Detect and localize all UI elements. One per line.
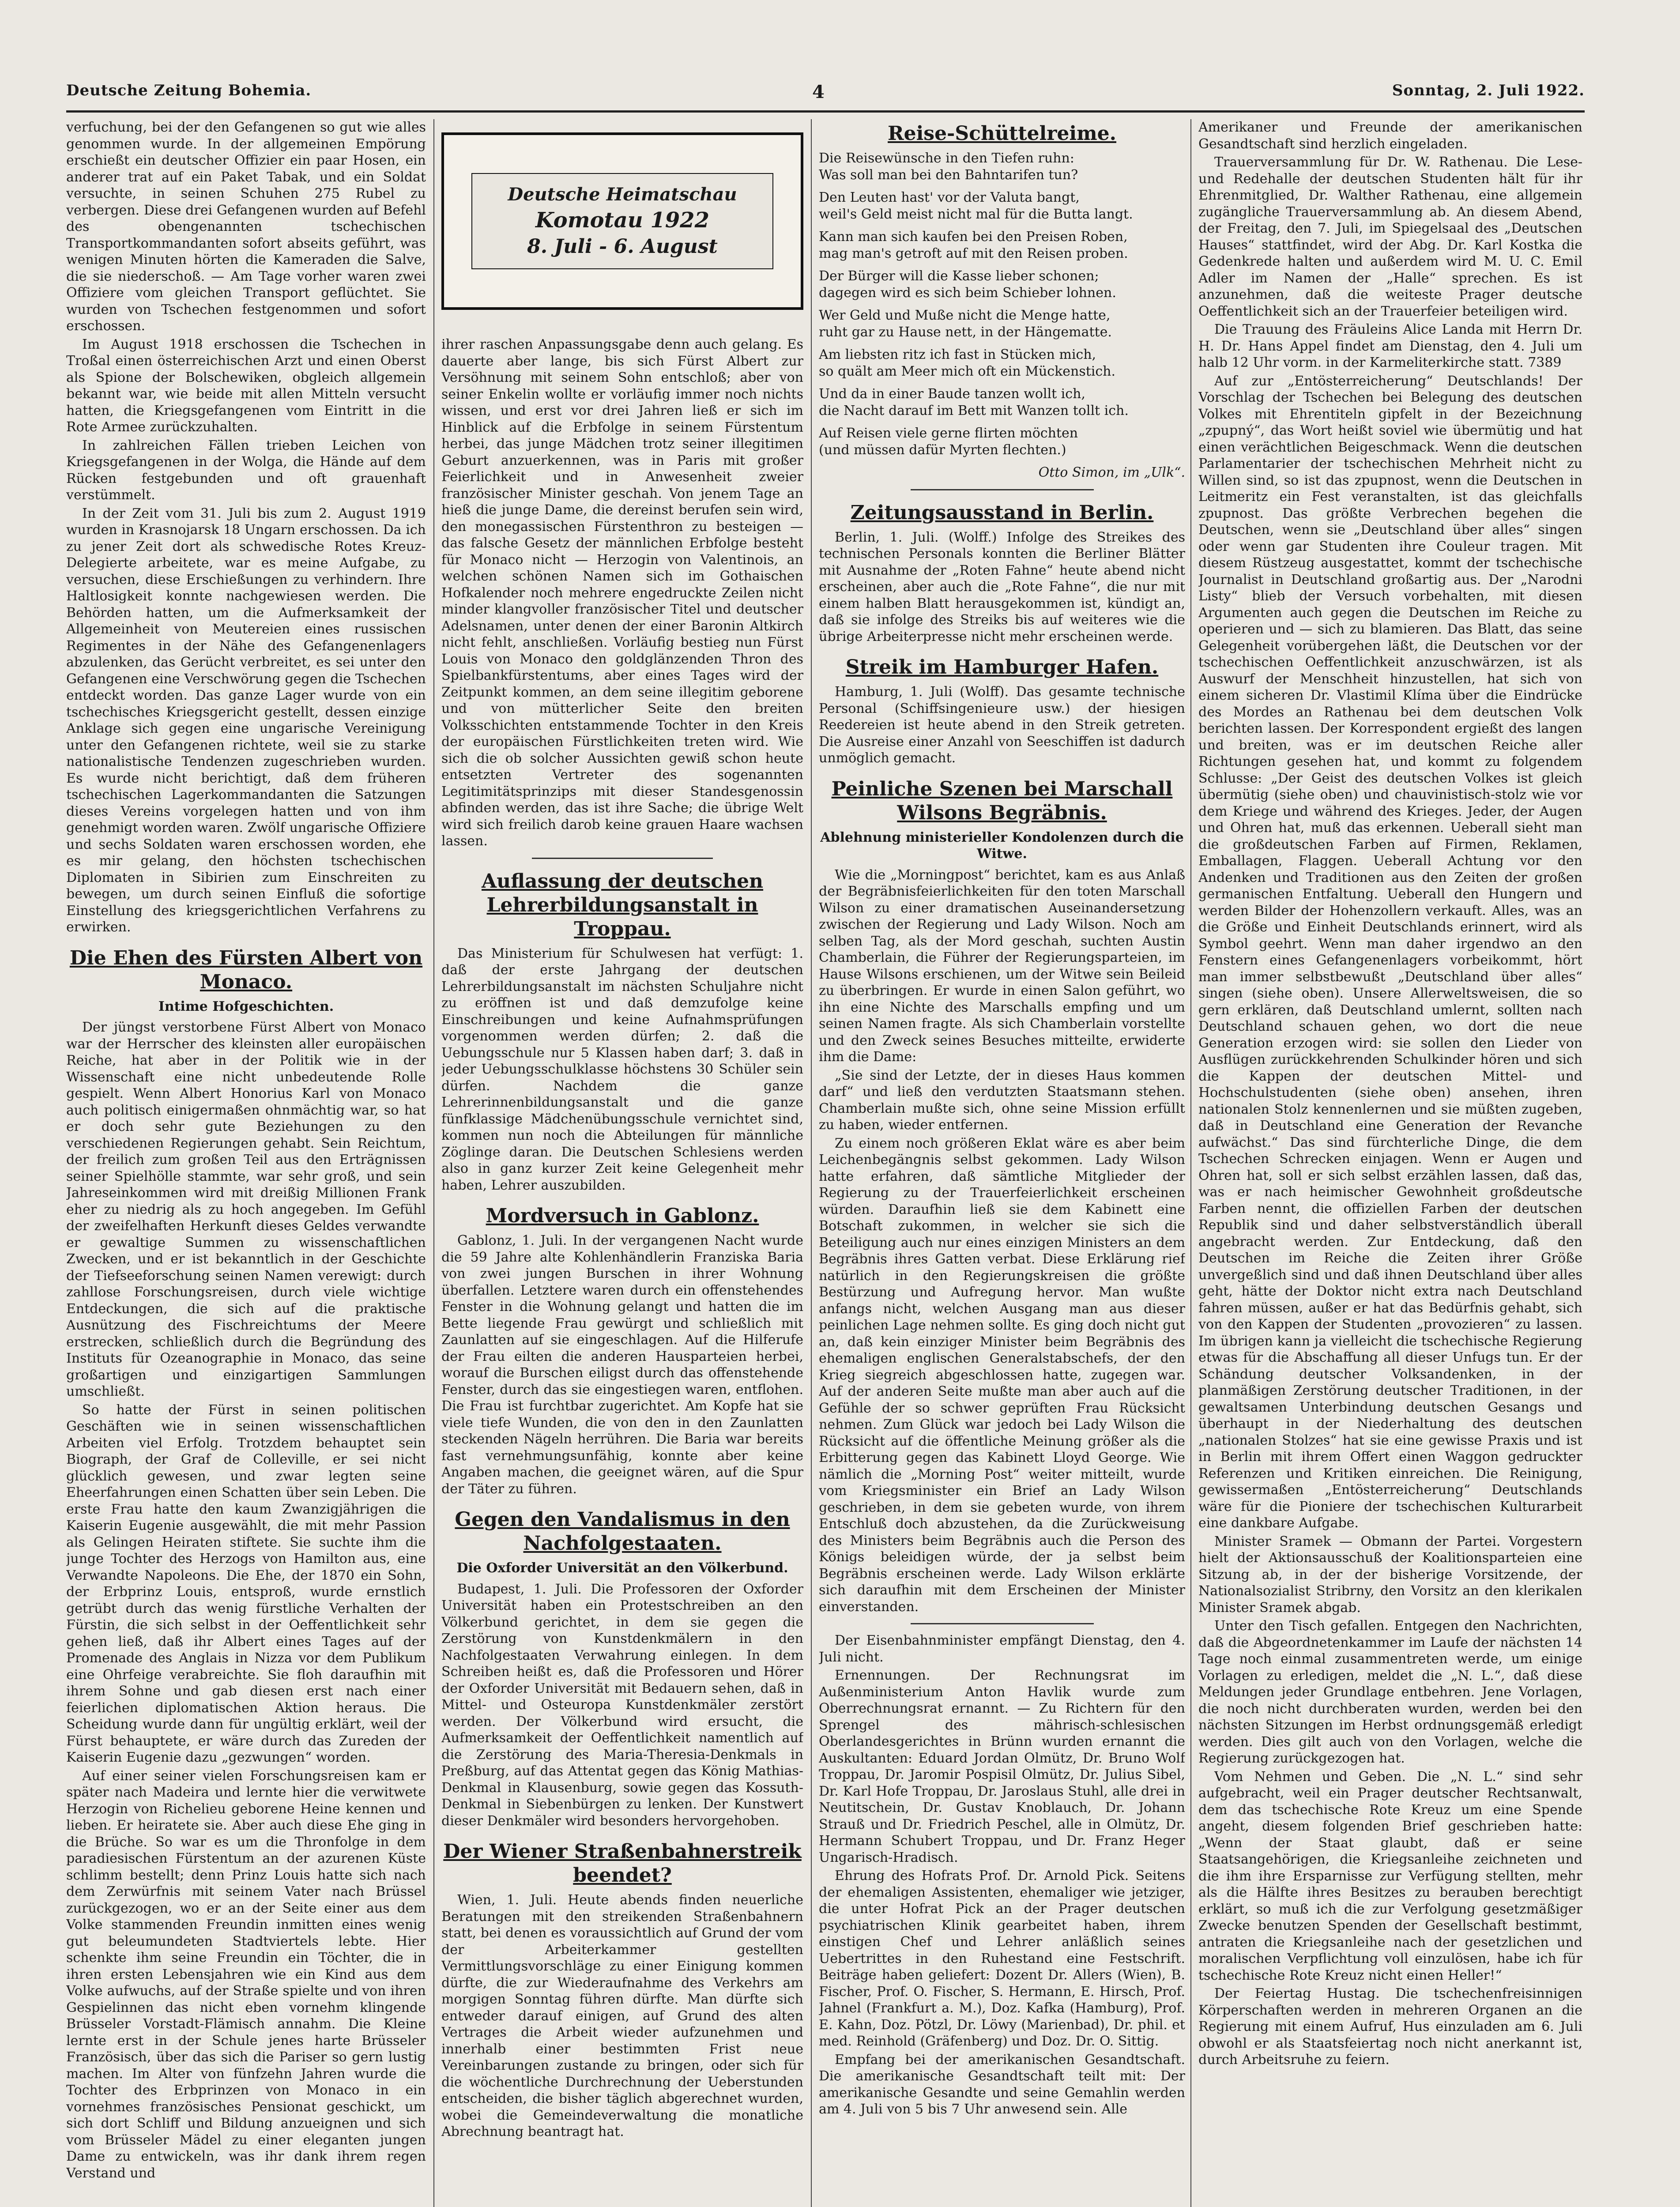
verse-stanza — [819, 150, 1185, 183]
article-paragraph: Zu einem noch größeren Eklat wäre es aber beim Leichenbegängnis selbst gekommen. Lady Wilson hatte erfahren, daß sämtliche Mitglieder der Regierung zu der Trauerfeierlichkeit erscheinen würden. Daraufhin ließ sie dem Kabinett eine Botschaft zukommen, in welcher sie sich die Beteiligung auch nur eines einzigen Ministers an dem Begräbnis ihres Gatten verbat. Diese Erklärung rief natürlich in den Regierungskreisen die größte Bestürzung und Aufregung hervor. Man wußte anfangs nicht, welchen Ausgang man aus dieser peinlichen Lage nehmen sollte. Es ging doch nicht gut an, daß kein einziger Minister beim Begräbnis des ehemaligen englischen Generalstabschefs, der den Krieg siegreich abgeschlossen hatte, zugegen war. Auf der anderen Seite mußte man aber auch auf die Gefühle der so schwer geprüften Frau Rücksicht nehmen. Zum Glück war jedoch bei Lady Wilson die Rücksicht auf die öffentliche Meinung größer als die Erbitterung gegen das Kabinett Lloyd George. Wie nämlich die „Morning Post“ weiter mitteilt, wurde vom Kriegsminister ein Brief an Lady Wilson geschrieben, in dem sie gebeten wurde, von ihrem Entschluß doch abzustehen, da die Zurückweisung des Ministers beim Begräbnis auch die Person des Königs beleidigen würde, der ja selbst beim Begräbnis erscheinen werde. Lady Wilson erklärte sich daraufhin mit dem Erscheinen der Minister einverstanden. — [819, 1135, 1185, 1615]
author-signature: Otto Simon, im „Ulk“. — [1038, 465, 1185, 480]
verse-line: Kann man sich kaufen bei den Preisen Roben, — [819, 229, 1128, 245]
article-subheadline: Ablehnung ministerieller Kondolenzen durch die Witwe. — [820, 829, 1184, 862]
column-divider — [433, 119, 434, 2207]
article-paragraph: Das Ministerium für Schulwesen hat verfügt: 1. daß der erste Jahrgang der deutschen Lehrerbildungsanstalt im nächsten Schuljahre nicht zu eröffnen ist und daß demzufolge keine Einschreibungen und keine Aufnahmsprüfungen vorgenommen werden dürfen; 2. daß die Uebungsschule nur 5 Klassen haben darf; 3. daß in jeder Uebungsschulklasse höchstens 30 Schüler sein dürfen. Nachdem die ganze Lehrerinnenbildungsanstalt und die ganze fünfklassige Mädchenübungsschule vernichtet sind, kommen nun noch die Abteilungen für männliche Zöglinge daran. Die Deutschen Schlesiens werden also in ganz kurzer Zeit keine Gelegenheit mehr haben, Lehrer auszubilden. — [441, 945, 803, 1193]
article-paragraph: Hamburg, 1. Juli (Wolff). Das gesamte technische Personal (Schiffsingenieure usw.) der hiesigen Reedereien ist heute abend in den Streik getreten. Die Ausreise einer Anzahl von Seeschiffen ist dadurch unmöglich gemacht. — [819, 684, 1185, 766]
news-item: Der Eisenbahnminister empfängt Dienstag, den 4. Juli nicht. — [819, 1633, 1185, 1665]
article-subheadline: Die Oxforder Universität an den Völkerbund. — [456, 1560, 788, 1576]
news-item: Amerikaner und Freunde der amerikanischen Gesandtschaft sind herzlich eingeladen. — [1198, 120, 1582, 152]
verse-stanza — [819, 425, 1185, 458]
news-item: Vom Nehmen und Geben. Die „N. L.“ sind sehr aufgebracht, weil ein Prager deutscher Rechtsanwalt, dem das tschechische Rote Kreuz um eine Spende angeht, diesem folgenden Brief geschrieben hatte: „Wenn der Staat glaubt, daß er seine Staatsangehörigen, die Kriegsanleihe zeichneten und die ihm ihre Ersparnisse zur Verfügung stellten, mehr als die Hälfte ihres Besitzes zu berauben berechtigt erklärt, so muß ich die zur Verfolgung gesetzmäßiger Zwecke benutzen Spenden der Gesellschaft bestimmt, antraten die Kriegsanleihe nach der gesetzlichen und moralischen Verpflichtung voll einzulösen, habe ich für tschechische Rote Kreuz nicht einen Heller!“ — [1198, 1769, 1582, 1983]
verse-line: Den Leuten hast' vor der Valuta bangt, — [819, 190, 1080, 205]
verse-line: weil's Geld meist nicht mal für die Butta langt. — [819, 206, 1133, 222]
news-item: Auf zur „Entösterreicherung“ Deutschlands! Der Vorschlag der Tschechen bei Belegung des deutschen Volkes mit Ehrentiteln gipfelt in der Bezeichnung „zpupný“, das Wort heißt soviel wie übermütig und hat einen verächtlichen Beigeschmack. Wenn die deutschen Parlamentarier der tschechischen Mehrheit nicht zu Willen sind, so ist das zpupnost, wenn die Deutschen in Leitmeritz ein Fest veranstalten, ist das gleichfalls zpupnost. Das größte Verbrechen begehen die Deutschen, wenn sie „Deutschland über alles“ singen oder wenn gar Studenten ihre Couleur tragen. Mit diesem Rüstzeug ausgestattet, kommt der tschechische Journalist in Deutschland großartig aus. Der „Narodni Listy“ blieb der Versuch vorbehalten, mit diesen Argumenten auch gegen die Deutschen im Reiche zu operieren und — sich zu blamieren. Das Blatt, das seine Gelegenheit vorübergehen läßt, die Deutschen vor der tschechischen Oeffentlichkeit anzuschwärzen, ist als Auswurf der Menschheit hinzustellen, hat sich von einem sicheren Dr. Vlastimil Klíma über die Eindrücke des Mordes an Rathenau bei dem deutschen Volk berichten lassen. Der Korrespondent ergießt des langen und breiten, was er im deutschen Reiche aller Richtungen gesehen hat, und kommt zu folgendem Schlusse: „Der Geist des deutschen Volkes ist gleich übermütig (siehe oben) und chauvinistisch-stolz wie vor dem Kriege und während des Krieges. Jeder, der Augen und Ohren hat, muß das erkennen. Ueberall sieht man die großdeutschen Farben auf Firmen, Reklamen, Emballagen, Flaggen. Ueberall Achtung vor den Andenken und Traditionen aus den Zeiten der großen germanischen Entfaltung. Ueberall den Hungern und werden Bilder der Hohenzollern verkauft. Alles, was an die Größe und Einheit Deutschlands erinnert, wird als Symbol geehrt. Wenn man daher irgendwo an den Fenstern eines Gefangenenlagers vorbeikommt, hört man immer selbstbewußt „Deutschland über alles“ singen (siehe oben). Unsere Allerweltsweisen, die so gern erklären, daß Deutschland umlernt, sollten nach Deutschland schauen gehen, wo dort die neue Generation erzogen wird: sie sollen den Lieder von Ausflügen zurückkehrenden Schulkinder hören und sich die Kappen der deutschen Mittel- und Hochschulstudenten (siehe oben) ansehen, ihren nationalen Stolz kennenlernen und sie müßten zugeben, daß in Deutschland eine Generation der Revanche aufwächst.“ Das sind fürchterliche Dinge, die dem Tschechen Schrecken einjagen. Wenn er Augen und Ohren hat, soll er sich selbst erzählen lassen, daß das, was er nach heimischer Gewohnheit großdeutsche Farben nennt, die offiziellen Farben der deutschen Republik sind und daher selbstverständlich überall angebracht werden. Zur Entdeckung, daß den Deutschen im Reiche die Zeiten ihrer Größe unvergeßlich sind und daß ihnen Deutschland über alles geht, hätte der Doktor nicht extra nach Deutschland fahren müssen, außer er hat das Bedürfnis gehabt, sich von den Kappen der Studenten „provozieren“ zu lassen. Im übrigen kann ja vielleicht die tschechische Regierung etwas für die Abschaffung all dieser Unfugs tun. Er der Schändung deutscher Volksandenken, in der planmäßigen Zerstörung deutscher Traditionen, in der gewaltsamen Unterbindung deutschen Gesangs und überhaupt in der Niederhaltung des deutschen „nationalen Stolzes“ hat sie eine gewisse Praxis und ist in Berlin mit ihrem Offert einen Waggon gedruckter Referenzen und Kritiken einreichen. Die Reinigung, gewissermaßen „Entösterreicherung“ Deutschlands wäre für die Pioniere der tschechischen Kulturarbeit eine dankbare Aufgabe. — [1198, 373, 1582, 1531]
article-paragraph: Auf einer seiner vielen Forschungsreisen kam er später nach Madeira und lernte hier die verwitwete Herzogin von Richelieu geborene Heine kennen und lieben. Er heiratete sie. Aber auch diese Ehe ging in die Brüche. So war es um die Thronfolge in dem paradiesischen Fürstentum an der azurenen Küste schlimm bestellt; denn Prinz Louis hatte sich nach dem Zerwürfnis mit seinem Vater nach Brüssel zurückgezogen, wo er an der Seite einer aus dem Volke stammenden Freundin inmitten eines wenig gut beleumundeten Stadtviertels lebte. Hier schenkte ihm seine Freundin ein Töchter, die in ihren ersten Lebensjahren wie ein Kind aus dem Volke aufwuchs, auf der Straße spielte und von ihren Gespielinnen das nicht eben vornehm klingende Brüsseler Vorstadt-Flämisch annahm. Die Kleine lernte erst in der Schule jenes harte Brüsseler Französisch, über das sich die Pariser so gern lustig machen. Im Alter von fünfzehn Jahren wurde die Tochter des Erbprinzen von Monaco in ein vornehmes französisches Pensionat geschickt, um sich dort Schliff und Bildung anzueignen und sich vom Brüsseler Mädel zu einer eleganten jungen Dame zu entwickeln, was ihr dank ihrem regen Verstand und — [66, 1768, 426, 2181]
article-paragraph: ihrer raschen Anpassungsgabe denn auch gelang. Es dauerte aber lange, bis sich Fürst Albert zur Versöhnung mit seinem Sohn entschloß; aber von seiner Enkelin wollte er vorläufig immer noch nichts wissen, und erst vor drei Jahren ließ er sich im Hinblick auf die Erbfolge in seinem Fürstentum herbei, das junge Mädchen trotz seiner illegitimen Geburt anzuerkennen, was in Paris mit großer Feierlichkeit und in Anwesenheit zweier französischer Minister geschah. Von jenem Tage an hieß die junge Dame, die dereinst berufen sein wird, den monegassischen Fürstenthron zu besteigen — das falsche Gesetz der männlichen Erbfolge besteht für Monaco nicht — Herzogin von Valentinois, an welchen schönen Namen sich im Gothaischen Hofkalender noch mehrere engedruckte Zeilen nicht minder klangvoller französischer Titel und deutscher Adelsnamen, unter denen der einer Baronin Altkirch nicht fehlt, anschließen. Vorläufig bestieg nun Fürst Louis von Monaco den goldglänzenden Thron des Spielbankfürstentums, aber eines Tages wird der Zeitpunkt kommen, an dem seine illegitim geborene und von mütterlicher Seite den breiten Volksschichten entstammende Tochter in den Kreis der europäischen Fürstlichkeiten treten wird. Wie sich die ob solcher Aussichten gewiß schon heute entsetzten Vertreter des sogenannten Legitimitätsprinzips mit dieser Standesgenossin abfinden werden, das ist ihre Sache; die übrige Welt wird sich freilich darob keine grauen Haare wachsen lassen. — [441, 337, 803, 849]
news-item: Trauerversammlung für Dr. W. Rathenau. Die Lese- und Redehalle der deutschen Studenten hält für ihr Ehrenmitglied, Dr. Walther Rathenau, eine allgemein zugängliche Trauerversammlung ab. An diesem Abend, der Freitag, den 7. Juli, im Spiegelsaal des „Deutschen Hauses“ stattfindet, wird der Abg. Dr. Karl Kostka die Gedenkrede halten und außerdem wird M. U. C. Emil Adler im Namen der „Halle“ sprechen. Es ist anzunehmen, daß die weiteste Prager deutsche Oeffentlichkeit sich an der Trauerfeier beteiligen wird. — [1198, 154, 1582, 319]
article-paragraph: Im August 1918 erschossen die Tschechen in Troßal einen österreichischen Arzt und einen Oberst als Spione der Bolschewiken, obgleich allgemein bekannt war, wie beide mit allen Mitteln versucht hatten, die Kriegsgefangenen vom Eintritt in die Rote Armee zurückzuhalten. — [66, 336, 426, 435]
ad-title: Deutsche Heimatschau — [508, 184, 737, 205]
article-paragraph: Budapest, 1. Juli. Die Professoren der Oxforder Universität haben ein Protestschreiben an den Völkerbund gerichtet, in dem sie gegen die Zerstörung von Kunstdenkmälern in den Nachfolgestaaten Verwahrung einlegen. In dem Schreiben heißt es, daß die Professoren und Hörer der Oxforder Universität mit Bedauern sehen, daß in Mittel- und Osteuropa Kunstdenkmäler zerstört werden. Der Völkerbund wird ersucht, die Aufmerksamkeit der Oeffentlichkeit namentlich auf die Zerstörung des Maria-Theresia-Denkmals in Preßburg, auf das Attentat gegen das König Mathias-Denkmal in Klausenburg, sowie gegen das Kossuth-Denkmal in Siebenbürgen zu lenken. Der Kunstwert dieser Denkmäler wird besonders hervorgehoben. — [441, 1581, 803, 1829]
verse-line: Am liebsten ritz ich fast in Stücken mich, — [819, 347, 1096, 362]
article-paragraph: Der jüngst verstorbene Fürst Albert von Monaco war der Herrscher des kleinsten aller europäischen Reiche, hat aber in der Politik wie in der Wissenschaft eine nicht unbedeutende Rolle gespielt. Wenn Albert Honorius Karl von Monaco auch politisch einigermaßen ohnmächtig war, so hat er doch sehr gute Beziehungen zu den verschiedenen Regierungen gehabt. Sein Reichtum, der freilich zum großen Teil aus den Erträgnissen seiner Spielhölle stammte, war sehr groß, und sein Jahreseinkommen wird mit dreißig Millionen Frank eher zu niedrig als zu hoch angegeben. Im Gefühl der zweifelhaften Herkunft dieses Geldes verwandte er gewaltige Summen zu wissenschaftlichen Zwecken, und er ist bekanntlich in der Geschichte der Tiefseeforschung seinen Namen verewigt: durch zahllose Forschungsreisen, durch viele wichtige Entdeckungen, die sich auf die praktische Ausnützung des Fischreichtums der Meere erstrecken, schließlich durch die Begründung des Instituts für Ozeanographie in Monaco, das seine großartigen und einzigartigen Sammlungen umschließt. — [66, 1020, 426, 1399]
verse-line: mag man's getroft auf mit den Reisen proben. — [819, 245, 1128, 261]
article-paragraph: verfuchung, bei der den Gefangenen so gut wie alles genommen wurde. In der allgemeinen Empörung erschießt ein deutscher Offizier ein paar Hosen, ein anderer trat auf ein Paket Tabak, und ein Soldat versuchte, in seinen Schuhen 275 Rubel zu verbergen. Diese drei Gefangenen wurden auf Befehl des obengenannten tschechischen Transportkommandanten sofort abseits geführt, was wenigen Minuten hörten die Kameraden die Salve, die sie niederschoß. — Am Tage vorher waren zwei Offiziere vom gleichen Transport geflüchtet. Sie wurden von Tschechen festgenommen und sofort erschossen. — [66, 120, 426, 334]
article-headline: Die Ehen des Fürsten Albert von Monaco. — [69, 946, 423, 993]
article-paragraph: Wien, 1. Juli. Heute abends finden neuerliche Beratungen mit den streikenden Straßenbahnern statt, bei denen es voraussichtlich auf Grund der vom der Arbeiterkammer gestellten Vermittlungsvorschläge zu einer Einigung kommen dürfte, die zur Wiederaufnahme des Verkehrs am morgigen Sonntag führen dürfte. Man dürfte sich entweder darauf einigen, auf Grund des alten Vertrages die Arbeit wieder aufzunehmen und innerhalb einer bestimmten Frist neue Vereinbarungen zustande zu bringen, oder sich für die wöchentliche Durchrechnung der Ueberstunden entscheiden, die bisher täglich abgerechnet wurden, wobei die Gemeindeverwaltung die monatliche Abrechnung beantragt hat. — [441, 1892, 803, 2139]
article-headline: Reise-Schüttelreime. — [888, 122, 1116, 145]
verse-stanza — [819, 268, 1185, 301]
news-item: Unter den Tisch gefallen. Entgegen den Nachrichten, daß die Abgeordnetenkammer im Laufe der nächsten 14 Tage noch einmal zusammentreten werde, um einige Vorlagen zu erledigen, meldet die „N. L.“, daß diese Meldungen jeder Grundlage entbehren. Jene Vorlagen, die noch nicht durchberaten wurden, werden bei den nächsten Sitzungen im Herbst ordnungsgemäß erledigt werden. Dies gilt auch von den Vorlagen, welche die Regierung zurückgezogen hat. — [1198, 1618, 1582, 1766]
verse-stanza — [819, 189, 1185, 222]
article-headline: Auflassung der deutschen Lehrerbildungsanstalt in Troppau. — [481, 870, 764, 940]
verse-stanza — [819, 386, 1185, 419]
article-paragraph: So hatte der Fürst in seinen politischen Geschäften wie in seinen wissenschaftlichen Arbeiten viel Erfolg. Trotzdem behauptet sein Biograph, der Graf de Colleville, er sei nicht glücklich gewesen, und zwar legten seine Eheerfahrungen einen Schatten über sein Leben. Die erste Frau hatte den kaum Zwanzigjährigen die Kaiserin Eugenie ausgewählt, die mit mehr Passion als Gelingen Heiraten stiftete. Sie suchte ihm die junge Tochter des Herzogs von Hamilton aus, eine Verwandte Napoleons. Die Ehe, der 1870 ein Sohn, der Erbprinz Louis, entsproß, wurde ernstlich getrübt durch das wenig fürstliche Verhalten der Fürstin, die sich selbst in der Oeffentlichkeit sehr gehen ließ, daß ihr Albert eines Tages auf der Promenade des Anglais in Nizza vor dem Publikum eine Ohrfeige verabreichte. Sie floh daraufhin mit ihrem Sohne und gab diesen erst nach einer feierlichen diplomatischen Aktion heraus. Die Scheidung wurde dann für ungültig erklärt, weil der Fürst behauptete, er wäre durch das Zureden der Kaiserin Eugenie dazu „gezwungen“ worden. — [66, 1402, 426, 1765]
verse-line: Der Bürger will die Kasse lieber schonen; — [819, 268, 1099, 284]
advertisement-content — [471, 173, 773, 269]
article-headline: Zeitungsausstand in Berlin. — [850, 501, 1154, 524]
verse-stanza — [819, 346, 1185, 380]
article-paragraph: Wie die „Morningpost“ berichtet, kam es aus Anlaß der Begräbnisfeierlichkeiten für den toten Marschall Wilson zu einer dramatischen Auseinandersetzung zwischen der Regierung und Lady Wilson. Noch am selben Tag, als der Mord geschah, suchten Austin Chamberlain, die Führer der Regierungsparteien, im Hause Wilsons erschienen, um der Witwe sein Beileid zu überbringen. Er wurde in einen Salon geführt, wo ihn eine Nichte des Marschalls empfing und um seinen Namen fragte. Als sich Chamberlain vorstellte und den Zweck seines Besuches mitteilte, erwiderte ihm die Dame: — [819, 867, 1185, 1065]
column-4 — [1198, 119, 1582, 2207]
verse-line: die Nacht darauf im Bett mit Wanzen tollt ich. — [819, 403, 1129, 418]
news-item: Empfang bei der amerikanischen Gesandtschaft. Die amerikanische Gesandtschaft teilt mit: Der amerikanische Gesandte und seine Gemahlin werden am 4. Juli von 5 bis 7 Uhr anwesend sein. Alle — [819, 2052, 1185, 2117]
article-headline: Streik im Hamburger Hafen. — [845, 656, 1159, 678]
issue-date: Sonntag, 2. Juli 1922. — [1392, 82, 1585, 99]
verse-line: dagegen wird es sich beim Schieber lohnen. — [819, 285, 1116, 301]
advertisement-box — [441, 132, 803, 310]
article-paragraph: In der Zeit vom 31. Juli bis zum 2. August 1919 wurden in Krasnojarsk 18 Ungarn erschossen. Da ich zu jener Zeit dort als schwedische Rotes Kreuz-Delegierte arbeitete, war es meine Aufgabe, zu versuchen, diese Erschießungen zu verhindern. Ihre Haltlosigkeit konnte nachgewiesen werden. Die Behörden hatten, um die Aufmerksamkeit der Allgemeinheit von Meutereien eines russischen Regimentes in der Nähe des Gefangenenlagers abzulenken, das Gerücht verbreitet, es sei unter den Gefangenen eine Verschwörung gegen die Tschechen entdeckt worden. Das ganze Lager wurde von ein tschechisches Kriegsgericht gestellt, dessen einzige Anklage sich gegen eine ungarische Vereinigung unter den Gefangenen richtete, weil sie zu starke nationalistische Tendenzen zugeschrieben wurden. Es wurde nicht berichtigt, daß dem früheren tschechischen Lagerkommandanten die Satzungen dieses Vereins vorgelegen hatten und von ihm genehmigt worden waren. Zwölf ungarische Offiziere und sechs Soldaten waren erschossen worden, ehe es mir gelang, den höchsten tschechischen Diplomaten in Sibirien zum Einschreiten zu bewegen, um durch seinen Einfluß die sofortige Einstellung des kriegsgerichtlichen Verfahrens zu erwirken. — [66, 505, 426, 935]
page-number: 4 — [812, 82, 825, 102]
verse-stanza — [819, 229, 1185, 262]
article-paragraph: Gablonz, 1. Juli. In der vergangenen Nacht wurde die 59 Jahre alte Kohlenhändlerin Franziska Baria von zwei jungen Burschen in ihrer Wohnung überfallen. Letztere waren durch ein offenstehendes Fenster in die Wohnung gelangt und hatten die im Bette liegende Frau gewürgt und schließlich mit Zaunlatten auf sie eingeschlagen. Auf die Hilferufe der Frau eilten die anderen Hausparteien herbei, worauf die Burschen eiligst durch das offenstehende Fenster, durch das sie eingestiegen waren, entflohen. Die Frau ist furchtbar zugerichtet. Am Kopfe hat sie viele tiefe Wunden, die von den in den Zaunlatten steckenden Nägeln herrühren. Die Baria war bereits fast vernehmungsunfähig, konnte aber keine Angaben machen, die geeignet wären, auf die Spur der Täter zu führen. — [441, 1233, 803, 1497]
column-1 — [66, 119, 426, 2207]
article-paragraph: „Sie sind der Letzte, der in dieses Haus kommen darf“ und ließ den verdutzten Staatsmann stehen. Chamberlain mußte sich, ohne seine Mission erfüllt zu haben, wieder entfernen. — [819, 1067, 1185, 1133]
verse-line: Was soll man bei den Bahntarifen tun? — [819, 167, 1078, 183]
news-item: Der Feiertag Hustag. Die tschechenfreisinnigen Körperschaften werden in mehreren Organen an die Regierung mit einem Aufruf, Hus einzuladen am 6. Juli obwohl er als Staatsfeiertag noch nicht anerkannt ist, durch Arbeitsruhe zu feiern. — [1198, 1986, 1582, 2068]
ad-dates: 8. Juli - 6. August — [527, 235, 718, 258]
verse-line: Auf Reisen viele gerne flirten möchten — [819, 426, 1078, 441]
column-3 — [819, 119, 1185, 2207]
news-item: Die Trauung des Fräuleins Alice Landa mit Herrn Dr. H. Dr. Hans Appel findet am Dienstag, den 4. Juli um halb 12 Uhr vorm. in der Karmeliterkirche statt. 7389 — [1198, 322, 1582, 370]
news-item: Ehrung des Hofrats Prof. Dr. Arnold Pick. Seitens der ehemaligen Assistenten, ehemaliger wie jetziger, die unter Hofrat Pick an der Prager deutschen psychiatrischen Klinik gearbeitet haben, ihrem einstigen Chef und Lehrer anläßlich seines Uebertrittes in den Ruhestand eine Festschrift. Beiträge haben geliefert: Dozent Dr. Allers (Wien), B. Fischer, Prof. O. Fischer, S. Hermann, E. Hirsch, Prof. Jahnel (Frankfurt a. M.), Doz. Kafka (Hamburg), Prof. E. Kahn, Doz. Pötzl, Dr. Löwy (Marienbad), Dr. phil. et med. Reinhold (Gräfenberg) und Doz. Dr. O. Sittig. — [819, 1868, 1185, 2049]
article-paragraph: In zahlreichen Fällen trieben Leichen von Kriegsgefangenen in der Wolga, die Hände auf dem Rücken festgebunden und oft grauenhaft verstümmelt. — [66, 437, 426, 503]
masthead — [66, 77, 1585, 108]
article-paragraph: Berlin, 1. Juli. (Wolff.) Infolge des Streikes des technischen Personals konnten die Berliner Blätter mit Ausnahme der „Roten Fahne“ heute abend nicht erscheinen, aber auch die „Rote Fahne“, die nur mit einem halben Blatt herausgekommen ist, kündigt an, daß sie infolge des Streiks bis auf weiteres wie die übrige Arbeiterpresse nicht mehr erscheinen werde. — [819, 529, 1185, 644]
article-headline: Peinliche Szenen bei Marschall Wilsons Begräbnis. — [831, 777, 1173, 824]
masthead-rule — [66, 110, 1585, 113]
verse-stanza — [819, 307, 1185, 340]
column-divider — [811, 119, 812, 2207]
divider — [911, 489, 1094, 490]
newspaper-name: Deutsche Zeitung Bohemia. — [66, 82, 312, 99]
verse-line: Und da in einer Baude tanzen wollt ich, — [819, 386, 1085, 402]
article-headline: Der Wiener Straßenbahnerstreik beendet? — [443, 1840, 802, 1887]
news-item: Minister Sramek — Obmann der Partei. Vorgestern hielt der Aktionsausschuß der Koalitionsparteien eine Sitzung ab, in der der bisherige Vorsitzende, der Nationalsozialist Stribrny, den Vorsitz an den klerikalen Minister Sramek abgab. — [1198, 1533, 1582, 1616]
verse-line: (und müssen dafür Myrten flechten.) — [819, 442, 1066, 458]
ad-location: Komotau 1922 — [535, 208, 709, 233]
verse-line: ruht gar zu Hause nett, in der Hängematte. — [819, 324, 1112, 340]
article-headline: Gegen den Vandalismus in den Nachfolgestaaten. — [455, 1508, 790, 1555]
divider — [532, 858, 713, 859]
column-2 — [441, 119, 803, 2207]
verse-line: Wer Geld und Muße nicht die Menge hatte, — [819, 308, 1111, 323]
verse-line: so quält am Meer mich oft ein Mückenstich. — [819, 363, 1116, 379]
column-divider — [1190, 119, 1191, 2207]
article-subheadline: Intime Hofgeschichten. — [158, 998, 334, 1014]
news-item: Ernennungen. Der Rechnungsrat im Außenministerium Anton Havlik wurde zum Oberrechnungsrat ernannt. — Zu Richtern für den Sprengel des mährisch-schlesischen Oberlandesgerichtes in Brünn wurden ernannt die Auskultanten: Eduard Jordan Olmütz, Dr. Bruno Wolf Troppau, Dr. Jaromir Pospisil Olmütz, Dr. Julius Sibel, Dr. Karl Hofe Troppau, Dr. Jaroslaus Stuhl, alle drei in Neutitschein, Dr. Gustav Knoblauch, Dr. Johann Strauß und Dr. Friedrich Peschel, alle in Olmütz, Dr. Hermann Schubert Troppau, und Dr. Franz Heger Ungarisch-Hradisch. — [819, 1668, 1185, 1865]
article-headline: Mordversuch in Gablonz. — [486, 1205, 759, 1227]
divider — [911, 1623, 1094, 1624]
verse-line: Die Reisewünsche in den Tiefen ruhn: — [819, 151, 1074, 166]
